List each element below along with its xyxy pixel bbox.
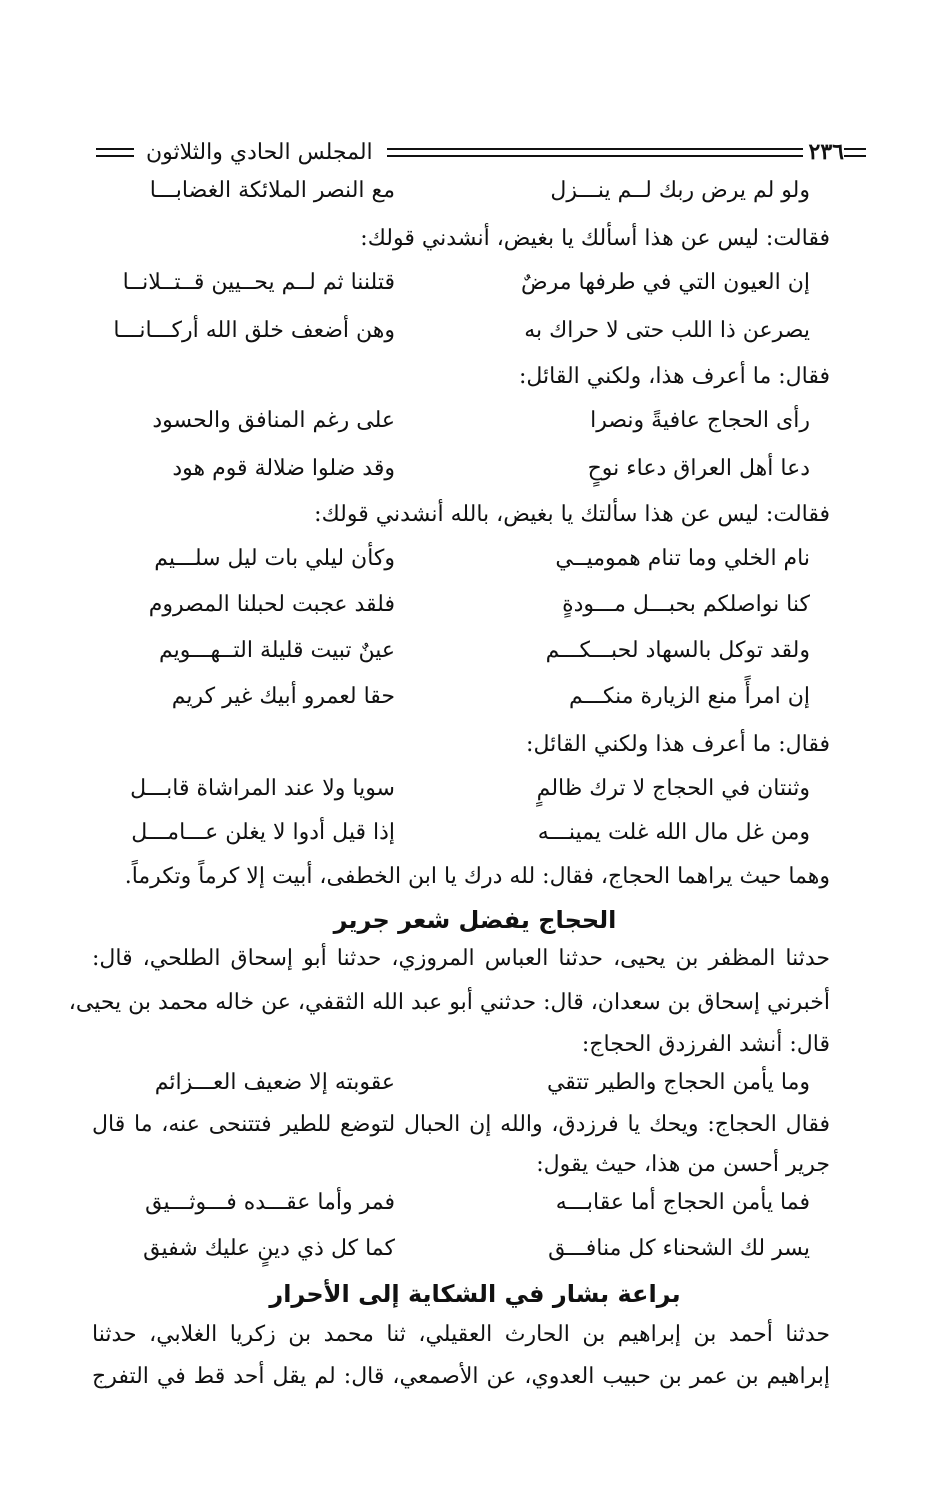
verse-hemistich-right: يصرعن ذا اللب حتى لا حراك به xyxy=(524,318,810,343)
page-number: ٢٣٦ xyxy=(808,139,844,165)
prose-line: فقال: ما أعرف هذا، ولكني القائل: xyxy=(518,364,830,389)
prose-line: وهما حيث يراهما الحجاج، فقال: لله درك يا ابن الخطفى، أبيت إلا كرماً وتكرماً. xyxy=(124,864,830,889)
verse-hemistich-left: وقد ضلوا ضلالة قوم هود xyxy=(172,456,395,481)
prose-line: فقالت: ليس عن هذا أسألك يا بغيض، أنشدني قولك: xyxy=(360,226,830,251)
verse-hemistich-left: على رغم المنافق والحسود xyxy=(152,408,395,433)
verse-hemistich-right: ولو لم يرض ربك لــم ينـــزل xyxy=(550,178,810,203)
prose-line: حدثنا أحمد بن إبراهيم بن الحارث العقيلي، ثنا محمد بن زكريا الغلابي، حدثنا xyxy=(92,1322,830,1347)
verse-hemistich-left: وهن أضعف خلق الله أركـــانـــا xyxy=(113,318,395,343)
verse-hemistich-right: إن امرأً منع الزيارة منكـــم xyxy=(568,684,810,709)
verse-hemistich-right: يسر لك الشحناء كل منافـــق xyxy=(548,1236,810,1261)
prose-line: قال: أنشد الفرزدق الحجاج: xyxy=(581,1032,830,1057)
verse-hemistich-right: ولقد توكل بالسهاد لحبـــكـــم xyxy=(545,638,810,663)
page-header xyxy=(92,132,872,172)
verse-hemistich-right: كنا نواصلكم بحبـــل مـــودةٍ xyxy=(562,592,810,617)
verse-hemistich-right: وثنتان في الحجاج لا ترك ظالمٍ xyxy=(536,776,810,801)
verse-hemistich-left: فلقد عجبت لحبلنا المصروم xyxy=(148,592,395,617)
verse-hemistich-right: نام الخلي وما تنام هموميــي xyxy=(555,546,810,571)
prose-line: فقالت: ليس عن هذا سألتك يا بغيض، بالله أنشدني قولك: xyxy=(314,502,830,527)
verse-hemistich-left: سويا ولا عند المراشاة قابـــل xyxy=(130,776,395,801)
header-rule xyxy=(387,148,803,157)
verse-hemistich-left: فمر وأما عقـــده فـــوثـــيق xyxy=(145,1190,395,1215)
prose-line: فقال: ما أعرف هذا ولكني القائل: xyxy=(526,732,830,757)
verse-hemistich-right: وما يأمن الحجاج والطير تتقي xyxy=(546,1070,810,1095)
prose-line: جرير أحسن من هذا، حيث يقول: xyxy=(536,1152,830,1177)
header-rule xyxy=(96,148,134,157)
verse-hemistich-right: ومن غل مال الله غلت يمينـــه xyxy=(537,820,810,845)
prose-line: إبراهيم بن عمر بن حبيب العدوي، عن الأصمعي، قال: لم يقل أحد قط في التفرج xyxy=(92,1364,830,1389)
verse-hemistich-left: عينٌ تبيت قليلة التــهـــويم xyxy=(159,638,395,663)
verse-hemistich-right: رأى الحجاج عافيةً ونصرا xyxy=(590,408,810,433)
prose-line: فقال الحجاج: ويحك يا فرزدق، والله إن الحبال لتوضع للطير فتتنحى عنه، ما قال xyxy=(92,1112,830,1137)
verse-hemistich-left: وكأن ليلي بات ليل سلـــيم xyxy=(154,546,395,571)
prose-line: أخبرني إسحاق بن سعدان، قال: حدثني أبو عبد الله الثقفي، عن خاله محمد بن يحيى، xyxy=(68,990,830,1015)
verse-hemistich-right: دعا أهل العراق دعاء نوحٍ xyxy=(587,456,810,481)
prose-line: حدثنا المظفر بن يحيى، حدثنا العباس المروزي، حدثنا أبو إسحاق الطلحي، قال: xyxy=(92,946,830,971)
verse-hemistich-left: مع النصر الملائكة الغضابـــا xyxy=(149,178,395,203)
chapter-title: المجلس الحادي والثلاثون xyxy=(146,139,373,165)
verse-hemistich-left: عقوبته إلا ضعيف العـــزائم xyxy=(154,1070,395,1095)
section-heading: الحجاج يفضل شعر جرير xyxy=(333,906,617,934)
verse-hemistich-left: كما كل ذي دينٍ عليك شفيق xyxy=(143,1236,395,1261)
header-rule xyxy=(844,148,866,157)
section-heading: براعة بشار في الشكاية إلى الأحرار xyxy=(269,1280,681,1308)
verse-hemistich-right: فما يأمن الحجاج أما عقابـــه xyxy=(555,1190,810,1215)
verse-hemistich-left: قتلننا ثم لــم يحــيين قــتــلانــا xyxy=(122,270,395,295)
verse-hemistich-left: إذا قيل أدوا لا يغلن عـــامـــل xyxy=(131,820,395,845)
verse-hemistich-right: إن العيون التي في طرفها مرضٌ xyxy=(521,270,810,295)
verse-hemistich-left: حقا لعمرو أبيك غير كريم xyxy=(171,684,395,709)
